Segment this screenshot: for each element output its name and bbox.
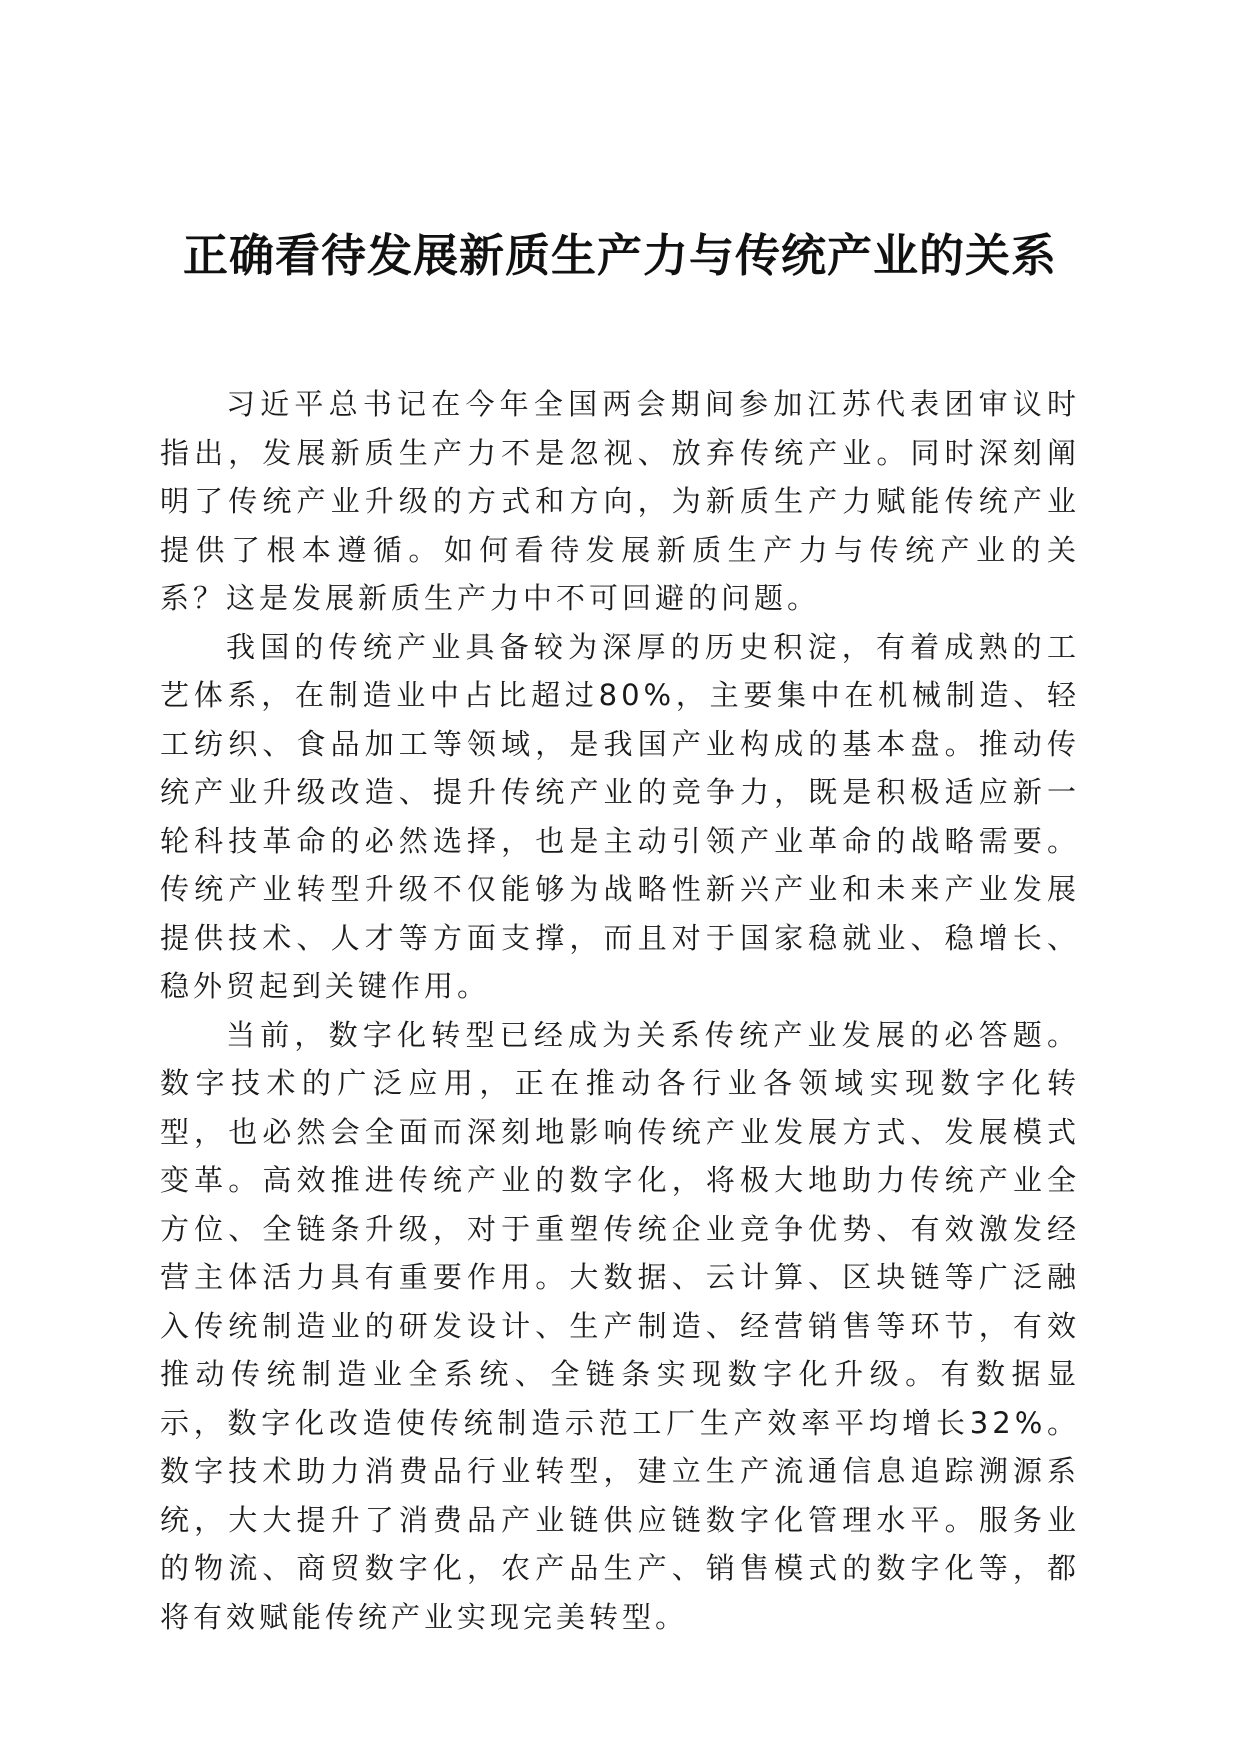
- paragraph-1: 习近平总书记在今年全国两会期间参加江苏代表团审议时指出，发展新质生产力不是忽视、放弃传统产业。同时深刻阐明了传统产业升级的方式和方向，为新质生产力赋能传统产业提供了根本遵循。如何看待发展新质生产力与传统产业的关系？这是发展新质生产力中不可回避的问题。: [160, 387, 1080, 615]
- document-body: [160, 380, 1080, 1641]
- paragraph-3: 当前，数字化转型已经成为关系传统产业发展的必答题。数字技术的广泛应用，正在推动各行业各领域实现数字化转型，也必然会全面而深刻地影响传统产业发展方式、发展模式变革。高效推进传统产业的数字化，将极大地助力传统产业全方位、全链条升级，对于重塑传统企业竞争优势、有效激发经营主体活力具有重要作用。大数据、云计算、区块链等广泛融入传统制造业的研发设计、生产制造、经营销售等环节，有效推动传统制造业全系统、全链条实现数字化升级。有数据显示，数字化改造使传统制造示范工厂生产效率平均增长32%。数字技术助力消费品行业转型，建立生产流通信息追踪溯源系统，大大提升了消费品产业链供应链数字化管理水平。服务业的物流、商贸数字化，农产品生产、销售模式的数字化等，都将有效赋能传统产业实现完美转型。: [160, 1017, 1080, 1634]
- paragraph-2: 我国的传统产业具备较为深厚的历史积淀，有着成熟的工艺体系，在制造业中占比超过80%，主要集中在机械制造、轻工纺织、食品加工等领域，是我国产业构成的基本盘。推动传统产业升级改造、提升传统产业的竞争力，既是积极适应新一轮科技革命的必然选择，也是主动引领产业革命的战略需要。传统产业转型升级不仅能够为战略性新兴产业和未来产业发展提供技术、人才等方面支撑，而且对于国家稳就业、稳增长、稳外贸起到关键作用。: [160, 629, 1080, 1003]
- document-title: 正确看待发展新质生产力与传统产业的关系: [182, 229, 1057, 282]
